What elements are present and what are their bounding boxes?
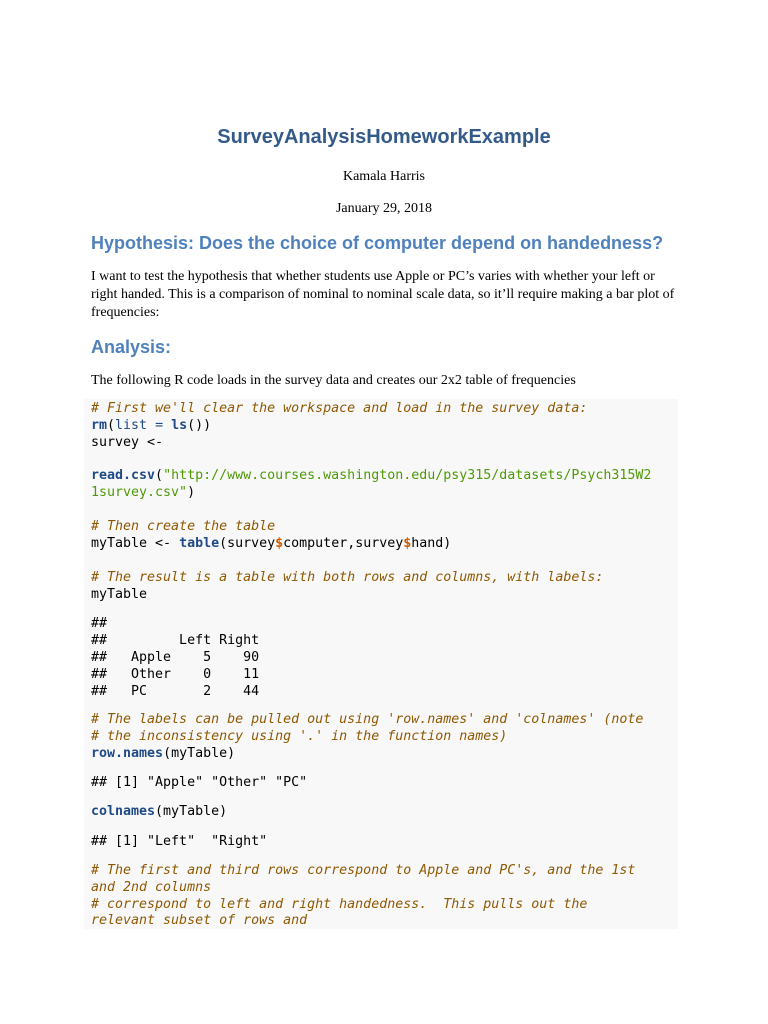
code-comment: # First we'll clear the workspace and load in the survey data: bbox=[91, 401, 588, 416]
code-line: myTable bbox=[91, 587, 148, 602]
analysis-paragraph: The following R code loads in the survey data and creates our 2x2 table of frequencies bbox=[91, 373, 576, 388]
code-output: ## Left Right bbox=[91, 633, 260, 648]
analysis-heading: Analysis: bbox=[91, 337, 172, 357]
code-keyword: list bbox=[115, 418, 148, 433]
code-text: myTable <- bbox=[91, 536, 180, 551]
code-comment: # Then create the table bbox=[91, 519, 276, 534]
code-text: ( bbox=[107, 418, 116, 433]
code-comment: relevant subset of rows and bbox=[91, 913, 308, 928]
code-function: ls bbox=[171, 418, 188, 433]
code-line bbox=[91, 535, 451, 552]
code-text: ( bbox=[155, 468, 164, 483]
code-text: (myTable) bbox=[155, 804, 228, 819]
code-output: ## [1] "Apple" "Other" "PC" bbox=[91, 775, 308, 790]
code-text: computer,survey bbox=[283, 536, 404, 551]
hypothesis-heading: Hypothesis: Does the choice of computer depend on handedness? bbox=[91, 233, 664, 253]
code-comment: # The first and third rows correspond to Apple and PC's, and the 1st bbox=[91, 863, 636, 878]
code-function: rm bbox=[91, 418, 108, 433]
author-name: Kamala Harris bbox=[342, 169, 426, 184]
code-string: 1survey.csv" bbox=[91, 485, 188, 500]
code-function: read.csv bbox=[91, 468, 156, 483]
code-text: ()) bbox=[187, 418, 212, 433]
document-title: SurveyAnalysisHomeworkExample bbox=[217, 126, 551, 148]
code-output: ## bbox=[91, 616, 108, 631]
code-comment: and 2nd columns bbox=[91, 880, 212, 895]
code-comment: # correspond to left and right handedness. This pulls out the bbox=[91, 897, 588, 912]
code-line bbox=[91, 803, 227, 820]
code-operator: = bbox=[147, 418, 172, 433]
code-line: survey <- bbox=[91, 435, 164, 450]
code-comment: # The labels can be pulled out using 'row.names' and 'colnames' (note bbox=[91, 712, 644, 727]
code-operator: $ bbox=[275, 536, 284, 551]
code-text: (myTable) bbox=[163, 746, 236, 761]
hypothesis-paragraph: I want to test the hypothesis that whether students use Apple or PC’s varies with whether your left or right handed. This is a comparison of nominal to nominal scale data, so it’ll require making a bar plot of frequencies: bbox=[91, 269, 675, 320]
code-text: hand) bbox=[411, 536, 452, 551]
code-output: ## PC 2 44 bbox=[91, 684, 260, 699]
code-text: (survey bbox=[219, 536, 276, 551]
code-operator: $ bbox=[403, 536, 412, 551]
code-comment: # the inconsistency using '.' in the function names) bbox=[91, 729, 508, 744]
code-output: ## [1] "Left" "Right" bbox=[91, 834, 268, 849]
code-line bbox=[91, 484, 195, 501]
code-function: table bbox=[179, 536, 220, 551]
code-comment: # The result is a table with both rows and columns, with labels: bbox=[91, 570, 604, 585]
code-line bbox=[91, 417, 211, 434]
code-function: row.names bbox=[91, 746, 164, 761]
document-date: January 29, 2018 bbox=[335, 201, 433, 216]
code-output: ## Apple 5 90 bbox=[91, 650, 260, 665]
code-line bbox=[91, 467, 651, 484]
code-function: colnames bbox=[91, 804, 156, 819]
code-string: "http://www.courses.washington.edu/psy315/datasets/Psych315W2 bbox=[163, 468, 652, 483]
code-text: ) bbox=[187, 485, 196, 500]
code-output: ## Other 0 11 bbox=[91, 667, 260, 682]
code-line bbox=[91, 745, 235, 762]
